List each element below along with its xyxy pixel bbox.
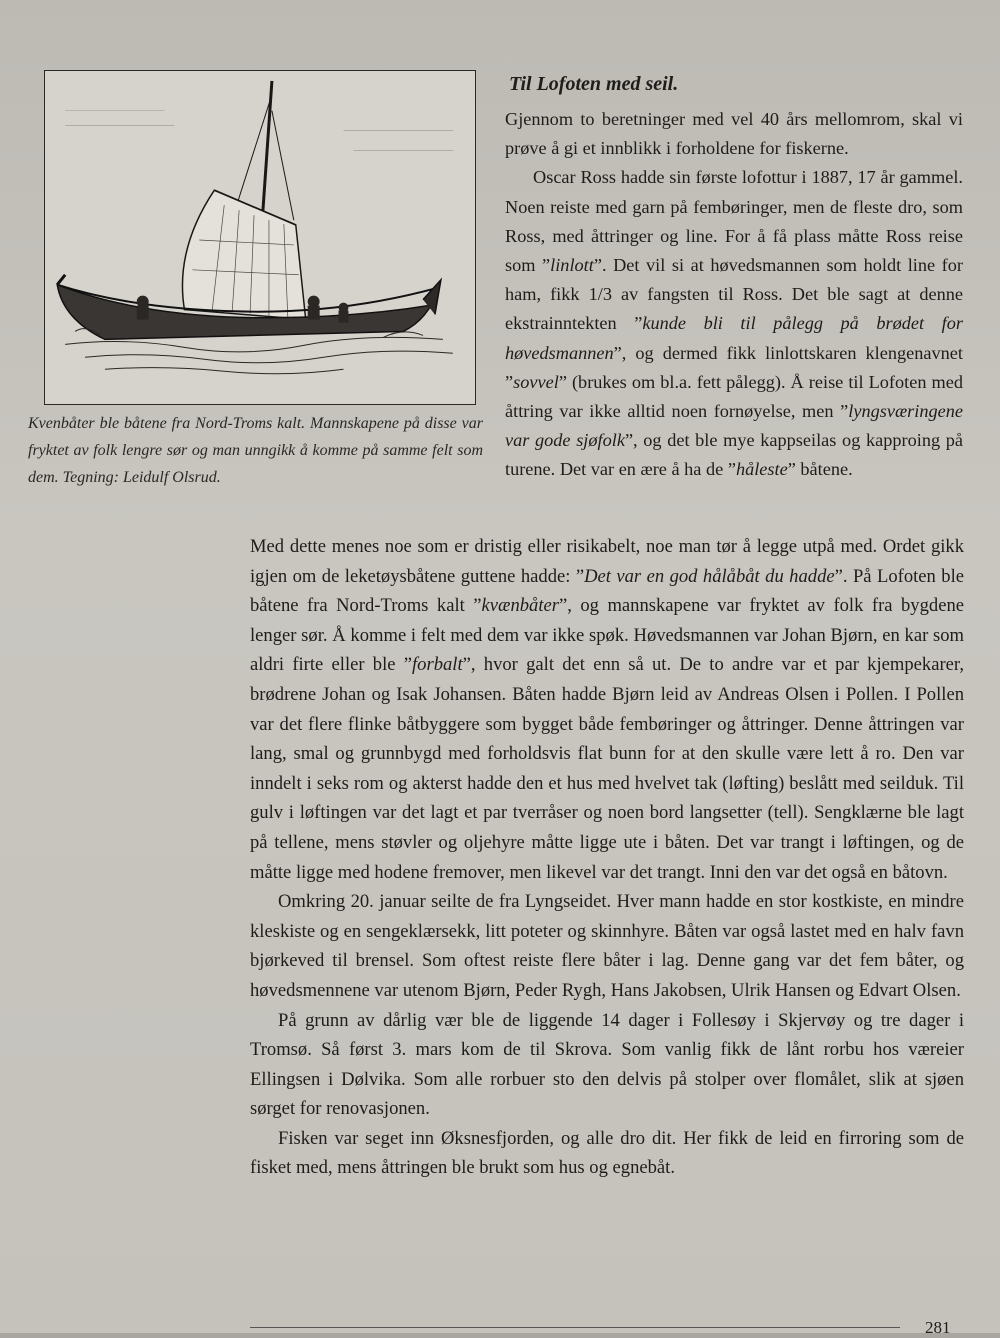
- italic-term: forbalt: [412, 654, 463, 676]
- paragraph-continued: [250, 532, 964, 887]
- italic-term: sovvel: [513, 371, 559, 392]
- text-run: ”. På Lofoten ble båtene fra Nord-Troms kalt ”: [250, 565, 964, 617]
- page-number: 281: [925, 1318, 951, 1337]
- paragraph-weather: På grunn av dårlig vær ble de liggende 14 dager i Follesøy i Skjervøy og tre dager i Tromsø. Så først 3. mars kom de til Skrova. Som vanlig fikk de lånt rorbu hos væreier Ellingsen i Dølvika. Som alle rorbuer sto den delvis på stolper over flomålet, slik at sjøen sørget for renovasjonen.: [250, 1009, 964, 1120]
- footer-rule: [250, 1327, 900, 1328]
- text-run: ”, og mannskapene var fryktet av folk fra bygdene lenger sør. Å komme i felt med dem var ikke spøk. Høvedsmannen var Johan Bjørn, en kar som aldri firte eller ble ”: [250, 595, 964, 676]
- boat-illustration: [44, 70, 476, 405]
- text-run: ”, og dermed fikk linlottskaren klengenavnet ”: [505, 342, 963, 392]
- text-run: ”. Det vil si at høvedsmannen som holdt line for ham, fikk 1/3 av fangsten til Ross. Det ble sagt at denne ekstrainntekten ”: [505, 255, 963, 334]
- italic-term: håleste: [735, 459, 788, 480]
- text-run: ”, hvor galt det enn så ut. De to andre var et par kjempekarer, brødrene Johan og Isak Johansen. Båten hadde Bjørn leid av Andreas Olsen i Pollen. I Pollen var det flere flinke båtbyggere som bygget både fembøringer og åttringer. Denne åttringen var lang, smal og grunnbygd med forholdsvis flat bunn for at den skulle være lett å ro. Den var inndelt i seks rom og akterst hadde den et hus med hvelvet tak (løfting) beslått med seilduk. Til gulv i løftingen var det lagt et par tverråser og noen bord langsetter (tell). Sengklærne ble lagt på tellene, mens støvler og oljehyre måtte ligge ute i båten. Det var trangt i løftingen, og de måtte ligge med hodene fremover, men likevel var det trangt. Inni den var det også en båtovn.: [250, 654, 964, 883]
- full-width-text: [250, 532, 964, 1183]
- right-column-text: [505, 105, 963, 485]
- figure-caption: Kvenbåter ble båtene fra Nord-Troms kalt. Mannskapene på disse var fryktet av folk lengre sør og man unngikk å komme på samme felt som dem. Tegning: Leidulf Olsrud.: [28, 415, 483, 486]
- paragraph-departure: Omkring 20. januar seilte de fra Lyngseidet. Hver mann hadde en stor kostkiste, en mindre kleskiste og en sengeklærsekk, litt poteter og skinnhyre. Båten var også lastet med en halv favn bjørkeved til brensel. Som oftest reiste flere båter i lag. Denne gang var det fem båter, og høvedsmennene var utenom Bjørn, Peder Rygh, Hans Jakobsen, Ulrik Hansen og Edvart Olsen.: [250, 891, 964, 1001]
- article-heading: Til Lofoten med seil.: [509, 73, 679, 95]
- italic-term: linlott: [550, 255, 594, 276]
- italic-quote: lyngsværingene var gode sjøfolk: [505, 401, 963, 451]
- text-run: ” båtene.: [787, 459, 853, 480]
- text-run: ” (brukes om bl.a. fett pålegg). Å reise til Lofoten med åttring var ikke alltid noen fornøyelse, men ”: [505, 371, 963, 422]
- italic-term: kvænbåter: [481, 595, 559, 617]
- paragraph-intro: Gjennom to beretninger med vel 40 års mellomrom, skal vi prøve å gi et innblikk i forholdene for fiskerne.: [505, 109, 963, 159]
- text-run: ”, og det ble mye kappseilas og kapproing på turene. Det var en ære å ha de ”: [505, 430, 963, 480]
- paragraph-oscar-ross: [505, 163, 963, 484]
- italic-quote: kunde bli til pålegg på brødet for høvedsmannen: [505, 313, 963, 363]
- text-run: Med dette menes noe som er dristig eller risikabelt, noe man tør å legge utpå med. Ordet gikk igjen om de leketøysbåtene guttene hadde: ”: [250, 536, 964, 587]
- paragraph-fishing: Fisken var seget inn Øksnesfjorden, og alle dro dit. Her fikk de leid en firroring som de fisket med, mens åttringen ble brukt som hus og egnebåt.: [250, 1127, 964, 1179]
- sailboat-drawing: [45, 71, 475, 404]
- text-run: Oscar Ross hadde sin første lofottur i 1887, 17 år gammel. Noen reiste med garn på fembøringer, men de fleste dro, som Ross, med åttringer og line. For å få plass måtte Ross reise som ”: [505, 167, 963, 276]
- italic-quote: Det var en god hålåbåt du hadde: [584, 565, 835, 587]
